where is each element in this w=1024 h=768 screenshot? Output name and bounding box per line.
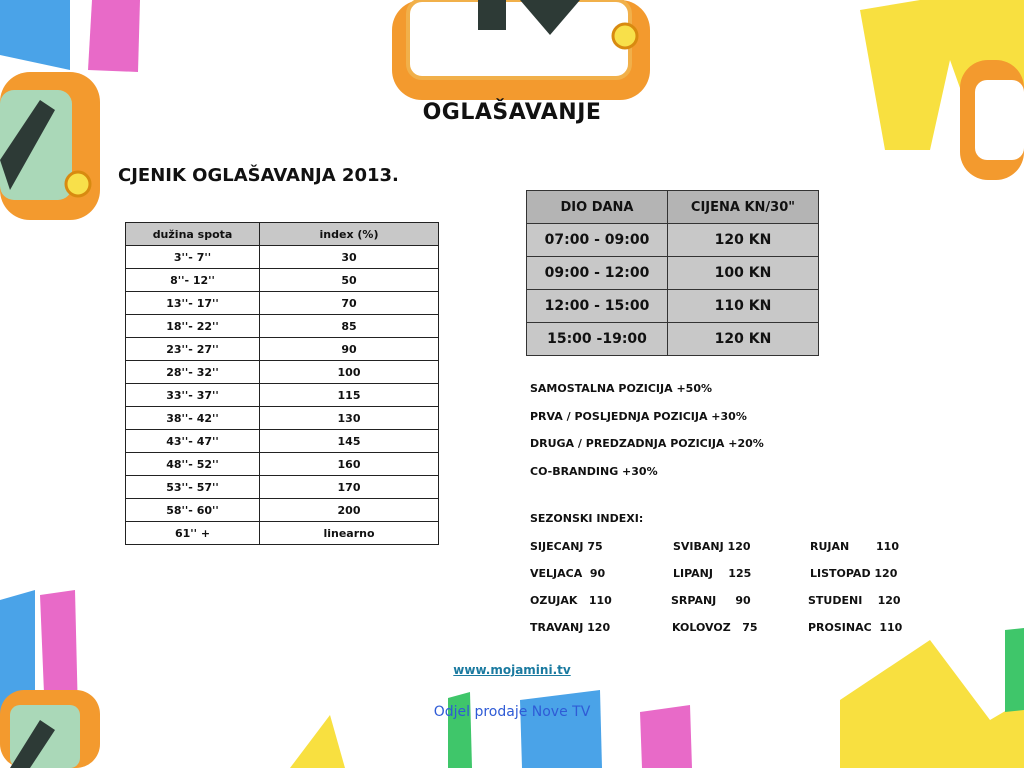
tv-left-icon xyxy=(0,72,100,220)
table-row xyxy=(527,290,819,323)
surcharge-note: CO-BRANDING +30% xyxy=(530,464,658,478)
tv-bottom-left-icon xyxy=(0,690,100,768)
table-row xyxy=(126,384,439,407)
index-cell: 200 xyxy=(260,499,439,522)
column-header-daypart: DIO DANA xyxy=(527,191,668,224)
table-row xyxy=(126,430,439,453)
column-header-price: CIJENA KN/30" xyxy=(668,191,819,224)
seasonal-entry: STUDENI 120 xyxy=(808,594,901,607)
duration-cell: 38''- 42'' xyxy=(126,407,260,430)
table-row xyxy=(126,453,439,476)
duration-cell: 28''- 32'' xyxy=(126,361,260,384)
seasonal-entry: PROSINAC 110 xyxy=(808,621,903,634)
duration-cell: 23''- 27'' xyxy=(126,338,260,361)
duration-cell: 48''- 52'' xyxy=(126,453,260,476)
table-row xyxy=(126,476,439,499)
price-list-subtitle: CJENIK OGLAŠAVANJA 2013. xyxy=(118,165,399,186)
daypart-price-table xyxy=(526,190,819,356)
table-row xyxy=(126,499,439,522)
table-row xyxy=(126,522,439,545)
table-row xyxy=(126,292,439,315)
table-header-row xyxy=(527,191,819,224)
index-cell: linearno xyxy=(260,522,439,545)
index-cell: 90 xyxy=(260,338,439,361)
tv-top-icon xyxy=(392,0,650,100)
duration-cell: 13''- 17'' xyxy=(126,292,260,315)
seasonal-entry: TRAVANJ 120 xyxy=(530,621,611,634)
index-cell: 50 xyxy=(260,269,439,292)
table-row xyxy=(527,323,819,356)
seasonal-entry: VELJACA 90 xyxy=(530,567,606,580)
seasonal-entry: SIJECANJ 75 xyxy=(530,540,603,553)
yellow-letter-bottom-shape xyxy=(290,715,345,768)
table-row xyxy=(126,407,439,430)
duration-cell: 18''- 22'' xyxy=(126,315,260,338)
index-cell: 145 xyxy=(260,430,439,453)
daypart-cell: 15:00 -19:00 xyxy=(527,323,668,356)
pink-bar-shape xyxy=(88,0,140,72)
table-row xyxy=(126,246,439,269)
daypart-cell: 12:00 - 15:00 xyxy=(527,290,668,323)
index-cell: 70 xyxy=(260,292,439,315)
table-row xyxy=(126,269,439,292)
blue-letter-shape xyxy=(0,0,70,70)
surcharge-notes xyxy=(530,382,764,492)
index-cell: 30 xyxy=(260,246,439,269)
table-row xyxy=(126,361,439,384)
price-cell: 100 KN xyxy=(668,257,819,290)
column-header-index: index (%) xyxy=(260,223,439,246)
table-row xyxy=(126,315,439,338)
price-cell: 120 KN xyxy=(668,224,819,257)
index-cell: 170 xyxy=(260,476,439,499)
table-row xyxy=(527,257,819,290)
index-cell: 160 xyxy=(260,453,439,476)
seasonal-entry: SRPANJ 90 xyxy=(671,594,751,607)
table-row xyxy=(126,338,439,361)
column-header-duration: dužina spota xyxy=(126,223,260,246)
daypart-cell: 09:00 - 12:00 xyxy=(527,257,668,290)
seasonal-entry: SVIBANJ 120 xyxy=(673,540,751,553)
index-cell: 130 xyxy=(260,407,439,430)
surcharge-note: PRVA / POSLJEDNJA POZICIJA +30% xyxy=(530,409,747,423)
duration-cell: 53''- 57'' xyxy=(126,476,260,499)
seasonal-entry: RUJAN 110 xyxy=(810,540,899,553)
seasonal-entry: OZUJAK 110 xyxy=(530,594,612,607)
duration-cell: 3''- 7'' xyxy=(126,246,260,269)
duration-index-table xyxy=(125,222,439,545)
daypart-cell: 07:00 - 09:00 xyxy=(527,224,668,257)
price-cell: 110 KN xyxy=(668,290,819,323)
duration-cell: 33''- 37'' xyxy=(126,384,260,407)
duration-cell: 8''- 12'' xyxy=(126,269,260,292)
seasonal-index-title: SEZONSKI INDEXI: xyxy=(530,512,644,525)
duration-cell: 43''- 47'' xyxy=(126,430,260,453)
price-cell: 120 KN xyxy=(668,323,819,356)
footer-department: Odjel prodaje Nove TV xyxy=(433,704,591,720)
index-cell: 85 xyxy=(260,315,439,338)
seasonal-entry: LIPANJ 125 xyxy=(673,567,752,580)
seasonal-entry: LISTOPAD 120 xyxy=(810,567,898,580)
duration-cell: 61'' + xyxy=(126,522,260,545)
table-row xyxy=(527,224,819,257)
website-link[interactable]: www.mojamini.tv xyxy=(453,663,571,677)
surcharge-note: SAMOSTALNA POZICIJA +50% xyxy=(530,382,713,395)
page-title: OGLAŠAVANJE xyxy=(422,100,602,125)
table-header-row xyxy=(126,223,439,246)
surcharge-note: DRUGA / PREDZADNJA POZICIJA +20% xyxy=(530,437,764,450)
seasonal-entry: KOLOVOZ 75 xyxy=(672,621,758,634)
index-cell: 100 xyxy=(260,361,439,384)
index-cell: 115 xyxy=(260,384,439,407)
duration-cell: 58''- 60'' xyxy=(126,499,260,522)
blue-letter-center-shape xyxy=(520,690,602,768)
